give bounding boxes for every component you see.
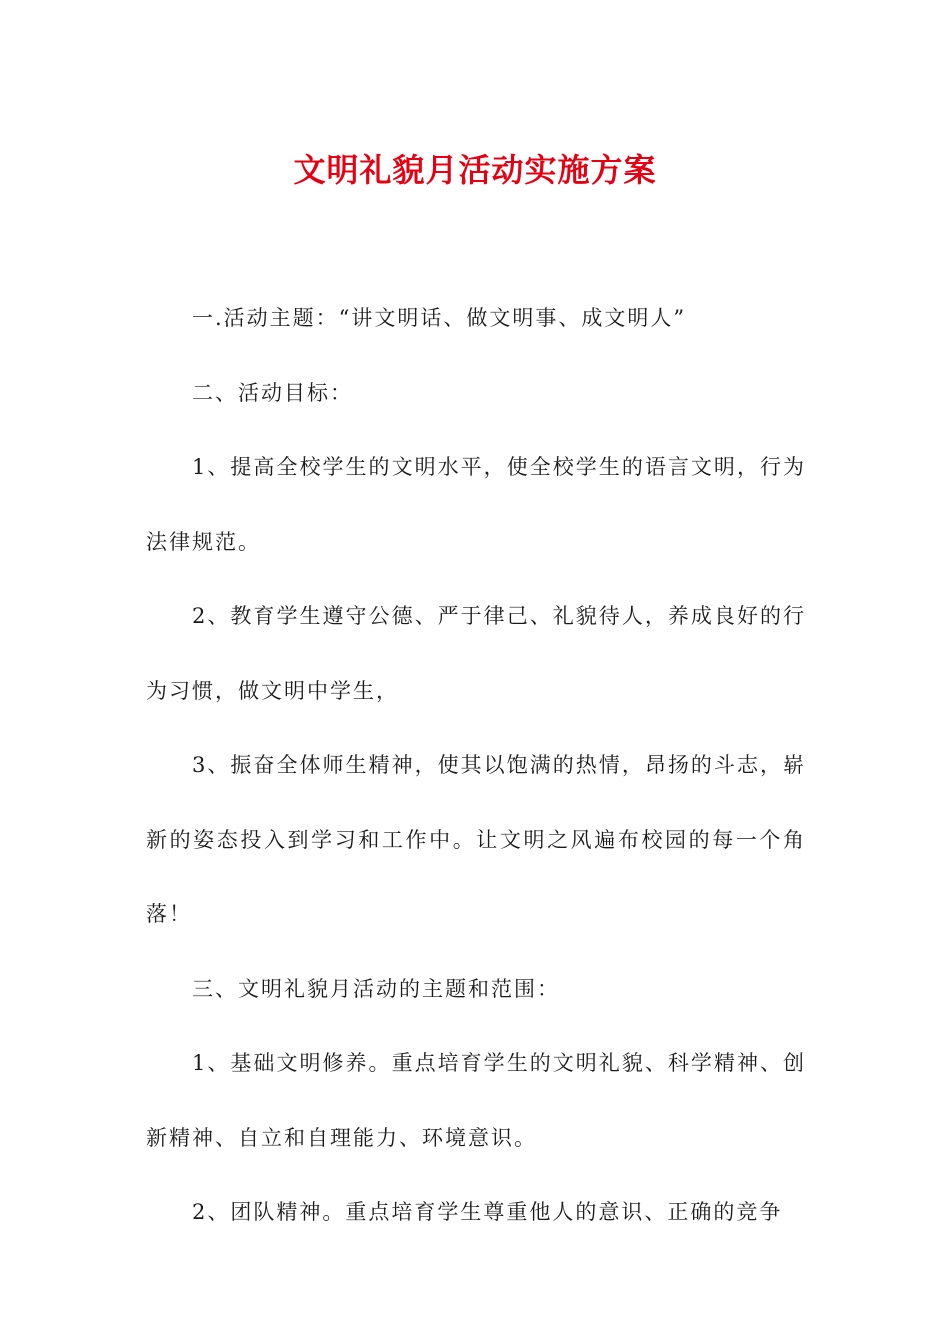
paragraph-goal-2: 2、教育学生遵守公德、严于律己、礼貌待人，养成良好的行为习惯，做文明中学生， bbox=[146, 604, 806, 703]
document-body bbox=[146, 281, 806, 1250]
paragraph-scope-heading: 三、文明礼貌月活动的主题和范围： bbox=[192, 976, 560, 1001]
document-title: 文明礼貌月活动实施方案 bbox=[293, 151, 657, 189]
paragraph-goal-1: 1、提高全校学生的文明水平，使全校学生的语言文明，行为法律规范。 bbox=[146, 455, 806, 554]
paragraph-goals-heading: 二、活动目标： bbox=[192, 380, 353, 405]
paragraph-scope-1: 1、基础文明修养。重点培育学生的文明礼貌、科学精神、创新精神、自立和自理能力、环境意识。 bbox=[146, 1051, 806, 1150]
paragraph-scope-2: 2、团队精神。重点培育学生尊重他人的意识、正确的竞争 bbox=[192, 1200, 783, 1224]
paragraph-theme: 一.活动主题：“讲文明话、做文明事、成文明人” bbox=[192, 306, 687, 330]
paragraph-goal-3: 3、振奋全体师生精神，使其以饱满的热情，昂扬的斗志，崭新的姿态投入到学习和工作中。让文明之风遍布校园的每一个角落！ bbox=[146, 753, 806, 926]
